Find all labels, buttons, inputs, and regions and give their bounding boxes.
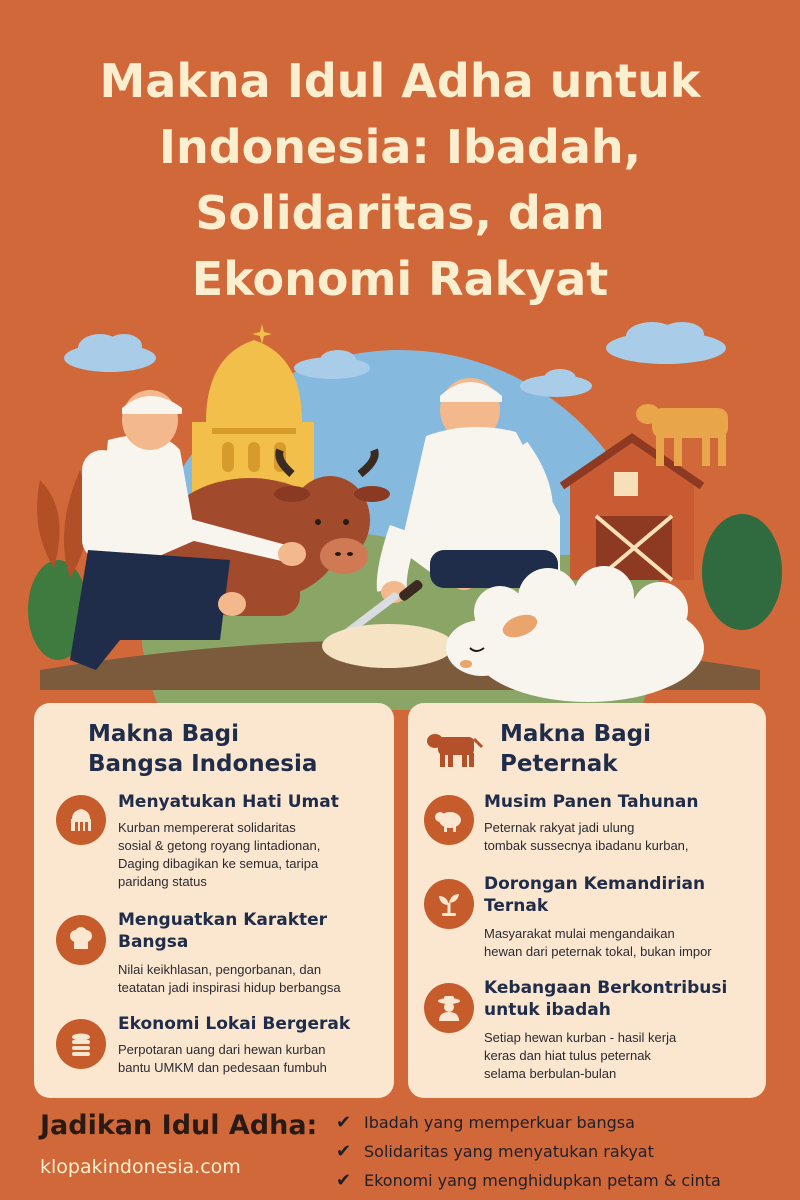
checklist-item <box>336 1170 796 1196</box>
desc-line: teatatan jadi inspirasi hidup berbangsa <box>118 980 341 995</box>
farmer-icon <box>424 983 474 1033</box>
item-title <box>484 873 705 917</box>
title-line-4: Ekonomi Rakyat <box>191 252 609 306</box>
checklist-text: Solidaritas yang menyatukan rakyat <box>364 1142 654 1161</box>
sprout-icon <box>424 879 474 929</box>
desc-line: Setiap hewan kurban - hasil kerja <box>484 1030 677 1045</box>
desc-line: selama berbulan-bulan <box>484 1066 617 1081</box>
item-title: Menyatukan Hati Umat <box>118 792 339 812</box>
item-title: Ekonomi Lokai Bergerak <box>118 1014 351 1034</box>
footer-title: Jadikan Idul Adha: <box>40 1110 318 1141</box>
item-title <box>484 977 727 1021</box>
desc-line: Kurban mempererat solidaritas <box>118 820 296 835</box>
item-title-line: Kebangaan Berkontribusi <box>484 978 728 998</box>
desc-line: hewan dari peternak tokal, bukan impor <box>484 944 712 959</box>
desc-line: Masyarakat mulai mengandaikan <box>484 926 675 941</box>
item-title-line: Ternak <box>484 896 549 916</box>
desc-line: Peternak rakyat jadi ulung <box>484 820 635 835</box>
card-title-right-line-1: Makna Bagi <box>500 721 652 747</box>
item-desc <box>484 925 712 961</box>
title-line-2: Indonesia: Ibadah, <box>158 120 642 174</box>
item-desc <box>484 819 689 855</box>
chef-hat-icon <box>56 915 106 965</box>
desc-line: tombak sussecnya ibadanu kurban, <box>484 838 689 853</box>
card-title-left <box>88 719 317 779</box>
desc-line: sosial & getong royang lintadionan, <box>118 838 321 853</box>
check-icon: ✔ <box>336 1170 352 1191</box>
footer-site-link[interactable]: klopakindonesia.com <box>40 1156 241 1178</box>
desc-line: Daging dibagikan ke semua, taripa <box>118 856 319 871</box>
item-title <box>118 909 327 953</box>
desc-line: bantu UMKM dan pedesaan fumbuh <box>118 1060 327 1075</box>
mosque-icon <box>56 795 106 845</box>
cow-icon <box>426 729 484 773</box>
hero-illustration <box>0 310 800 710</box>
card-peternak <box>408 703 766 1098</box>
check-icon: ✔ <box>336 1112 352 1133</box>
item-desc <box>118 1041 327 1077</box>
page-title <box>40 48 760 312</box>
desc-line: Nilai keikhlasan, pengorbanan, dan <box>118 962 322 977</box>
card-title-left-line-2: Bangsa Indonesia <box>88 751 318 777</box>
fleece <box>322 624 454 668</box>
checklist-item <box>336 1112 796 1138</box>
checklist-text: Ekonomi yang menghidupkan petam & cinta <box>364 1171 721 1190</box>
card-title-right <box>500 719 651 779</box>
item-title-line: Bangsa <box>118 932 189 952</box>
title-line-3: Solidaritas, dan <box>195 186 605 240</box>
desc-line: keras dan hiat tulus peternak <box>484 1048 651 1063</box>
card-title-left-line-1: Makna Bagi <box>88 721 240 747</box>
footer-checklist <box>336 1112 796 1199</box>
sheep-icon <box>424 795 474 845</box>
desc-line: paridang status <box>118 874 207 889</box>
coins-icon <box>56 1019 106 1069</box>
card-bangsa-indonesia <box>34 703 394 1098</box>
desc-line: Perpotaran uang dari hewan kurban <box>118 1042 326 1057</box>
checklist-item <box>336 1141 796 1167</box>
item-title: Musim Panen Tahunan <box>484 792 699 812</box>
title-line-1: Makna Idul Adha untuk <box>99 54 701 108</box>
check-icon: ✔ <box>336 1141 352 1162</box>
item-title-line: untuk ibadah <box>484 1000 611 1020</box>
checklist-text: Ibadah yang memperkuar bangsa <box>364 1113 635 1132</box>
item-desc <box>118 819 320 891</box>
item-desc <box>118 961 341 997</box>
item-desc <box>484 1029 676 1083</box>
card-title-right-line-2: Peternak <box>500 751 618 777</box>
item-title-line: Dorongan Kemandirian <box>484 874 706 894</box>
item-title-line: Menguatkan Karakter <box>118 910 328 930</box>
